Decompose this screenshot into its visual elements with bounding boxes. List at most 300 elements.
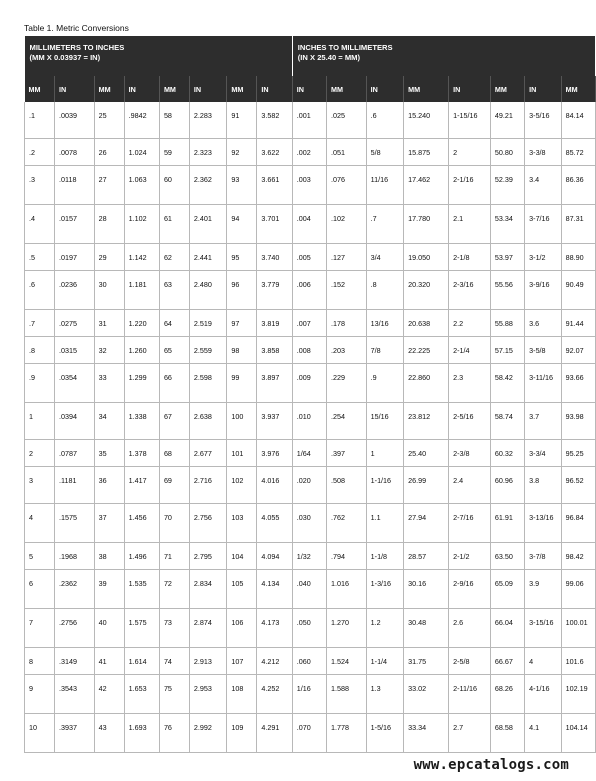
cell-value: 3.858 — [261, 346, 280, 355]
cell-value: 4.094 — [261, 552, 280, 561]
table-cell — [327, 675, 367, 714]
table-cell — [561, 440, 595, 467]
table-cell — [124, 543, 159, 570]
table-cell — [25, 139, 55, 166]
cell-value: 30.48 — [408, 618, 427, 627]
cell-value: 63 — [163, 280, 172, 289]
table-cell — [327, 310, 367, 337]
cell-value: 2.638 — [193, 412, 212, 421]
table-cell — [525, 403, 561, 440]
cell-value: 2-9/16 — [453, 579, 474, 588]
cell-value: 26.99 — [408, 476, 427, 485]
table-cell — [189, 648, 226, 675]
cell-value: 5/8 — [370, 148, 381, 157]
table-row — [25, 440, 596, 467]
cell-value: 2.874 — [193, 618, 212, 627]
cell-value: 100 — [231, 412, 244, 421]
cell-value: 3.819 — [261, 319, 280, 328]
table-row — [25, 570, 596, 609]
table-cell — [54, 440, 94, 467]
table-cell — [227, 440, 257, 467]
cell-value: 17.462 — [408, 175, 431, 184]
cell-value: .9 — [370, 373, 377, 382]
cell-value: 2.2 — [453, 319, 464, 328]
table-cell — [227, 648, 257, 675]
table-row — [25, 714, 596, 753]
cell-value: 102 — [231, 476, 244, 485]
cell-value: 109 — [231, 723, 244, 732]
table-cell — [189, 271, 226, 310]
cell-value: 1.1 — [370, 513, 381, 522]
cell-value: 2.913 — [193, 657, 212, 666]
table-row — [25, 310, 596, 337]
cell-value: 1.338 — [128, 412, 147, 421]
cell-value: 101.6 — [565, 657, 584, 666]
cell-value: .508 — [331, 476, 346, 485]
cell-value: 1.778 — [331, 723, 350, 732]
cell-value: 60 — [163, 175, 172, 184]
cell-value: .3543 — [58, 684, 77, 693]
table-cell — [124, 504, 159, 543]
table-cell — [54, 714, 94, 753]
table-cell — [561, 139, 595, 166]
column-header: IN — [189, 76, 226, 102]
cell-value: .051 — [331, 148, 346, 157]
table-cell — [449, 166, 491, 205]
table-cell — [94, 467, 124, 504]
table-row — [25, 675, 596, 714]
table-cell — [449, 675, 491, 714]
table-cell — [327, 102, 367, 139]
cell-value: 1 — [29, 412, 33, 421]
cell-value: .794 — [331, 552, 346, 561]
cell-value: 100.01 — [565, 618, 588, 627]
table-cell — [124, 675, 159, 714]
cell-value: 1.024 — [128, 148, 147, 157]
cell-value: .006 — [296, 280, 311, 289]
cell-value: 92.07 — [565, 346, 584, 355]
table-cell — [25, 504, 55, 543]
cell-value: 1.181 — [128, 280, 147, 289]
table-cell — [25, 570, 55, 609]
cell-value: 39 — [98, 579, 107, 588]
table-cell — [327, 504, 367, 543]
table-cell — [257, 609, 292, 648]
cell-value: 2.834 — [193, 579, 212, 588]
cell-value: .076 — [331, 175, 346, 184]
table-cell — [227, 609, 257, 648]
table-cell — [124, 205, 159, 244]
table-cell — [404, 102, 449, 139]
table-cell — [561, 205, 595, 244]
cell-value: 10 — [29, 723, 37, 732]
table-cell — [54, 543, 94, 570]
table-cell — [257, 675, 292, 714]
cell-value: 4.252 — [261, 684, 280, 693]
cell-value: 1.496 — [128, 552, 147, 561]
cell-value: 108 — [231, 684, 244, 693]
table-cell — [124, 570, 159, 609]
cell-value: 13/16 — [370, 319, 389, 328]
cell-value: 40 — [98, 618, 107, 627]
table-cell — [257, 244, 292, 271]
cell-value: 3-5/8 — [529, 346, 546, 355]
table-cell — [292, 570, 326, 609]
cell-value: 23.812 — [408, 412, 431, 421]
cell-value: 2-7/16 — [453, 513, 474, 522]
group-header-title: MILLIMETERS TO INCHES — [29, 43, 125, 52]
cell-value: 107 — [231, 657, 244, 666]
cell-value: .4 — [29, 214, 35, 223]
cell-value: 4.016 — [261, 476, 280, 485]
cell-value: 90.49 — [565, 280, 584, 289]
table-cell — [561, 543, 595, 570]
table-cell — [124, 337, 159, 364]
cell-value: .003 — [296, 175, 311, 184]
cell-value: 41 — [98, 657, 107, 666]
cell-value: 60.96 — [494, 476, 513, 485]
cell-value: 96 — [231, 280, 240, 289]
table-cell — [404, 440, 449, 467]
table-cell — [189, 166, 226, 205]
watermark-url: www.epcatalogs.com — [413, 757, 569, 773]
table-row — [25, 271, 596, 310]
table-cell — [54, 504, 94, 543]
table-cell — [404, 714, 449, 753]
cell-value: .0157 — [58, 214, 77, 223]
cell-value: .010 — [296, 412, 311, 421]
table-cell — [404, 403, 449, 440]
table-cell — [124, 403, 159, 440]
table-cell — [257, 648, 292, 675]
table-cell — [227, 467, 257, 504]
table-cell — [490, 337, 524, 364]
table-cell — [159, 102, 189, 139]
table-cell — [490, 403, 524, 440]
table-cell — [292, 504, 326, 543]
table-cell — [257, 570, 292, 609]
table-cell — [525, 467, 561, 504]
table-row — [25, 364, 596, 403]
table-cell — [292, 139, 326, 166]
cell-value: 1.535 — [128, 579, 147, 588]
cell-value: 67 — [163, 412, 172, 421]
group-header-title: INCHES TO MILLIMETERS — [297, 43, 393, 52]
table-cell — [25, 102, 55, 139]
table-cell — [561, 714, 595, 753]
table-cell — [159, 271, 189, 310]
cell-value: 1-3/16 — [370, 579, 392, 588]
table-cell — [94, 244, 124, 271]
cell-value: 1-1/4 — [370, 657, 388, 666]
cell-value: .3937 — [58, 723, 77, 732]
cell-value: 29 — [98, 253, 107, 262]
table-cell — [525, 205, 561, 244]
cell-value: 91 — [231, 111, 240, 120]
table-cell — [227, 205, 257, 244]
table-cell — [366, 504, 403, 543]
table-cell — [257, 504, 292, 543]
cell-value: 6 — [29, 579, 33, 588]
table-cell — [449, 337, 491, 364]
cell-value: 2.4 — [453, 476, 464, 485]
table-cell — [292, 244, 326, 271]
column-header: IN — [54, 76, 94, 102]
cell-value: 33.34 — [408, 723, 427, 732]
cell-value: 2.323 — [193, 148, 212, 157]
cell-value: 1.270 — [331, 618, 350, 627]
cell-value: 2-3/16 — [453, 280, 474, 289]
cell-value: 65 — [163, 346, 172, 355]
cell-value: 3.937 — [261, 412, 280, 421]
table-cell — [404, 337, 449, 364]
table-row — [25, 205, 596, 244]
table-cell — [404, 543, 449, 570]
cell-value: 5 — [29, 552, 33, 561]
table-cell — [227, 570, 257, 609]
cell-value: .7 — [29, 319, 35, 328]
table-cell — [525, 675, 561, 714]
table-cell — [449, 310, 491, 337]
cell-value: .102 — [331, 214, 346, 223]
cell-value: .070 — [296, 723, 311, 732]
cell-value: .009 — [296, 373, 311, 382]
table-cell — [366, 205, 403, 244]
table-cell — [25, 205, 55, 244]
table-cell — [25, 675, 55, 714]
cell-value: .002 — [296, 148, 311, 157]
column-header: IN — [525, 76, 561, 102]
cell-value: 9 — [29, 684, 33, 693]
cell-value: 97 — [231, 319, 240, 328]
cell-value: 32 — [98, 346, 107, 355]
table-cell — [124, 714, 159, 753]
table-cell — [366, 337, 403, 364]
table-cell — [159, 543, 189, 570]
cell-value: 2.7 — [453, 723, 464, 732]
cell-value: 25 — [98, 111, 107, 120]
cell-value: 87.31 — [565, 214, 584, 223]
cell-value: 3-7/8 — [529, 552, 546, 561]
cell-value: 2.716 — [193, 476, 212, 485]
cell-value: 30.16 — [408, 579, 427, 588]
table-row — [25, 166, 596, 205]
table-cell — [490, 609, 524, 648]
cell-value: 7 — [29, 618, 33, 627]
cell-value: 106 — [231, 618, 244, 627]
table-cell — [561, 609, 595, 648]
table-cell — [449, 440, 491, 467]
cell-value: 66.04 — [494, 618, 513, 627]
metric-conversion-table — [24, 36, 596, 753]
table-cell — [189, 310, 226, 337]
cell-value: 4-1/16 — [529, 684, 550, 693]
table-cell — [227, 504, 257, 543]
cell-value: .203 — [331, 346, 346, 355]
table-row — [25, 244, 596, 271]
table-cell — [54, 102, 94, 139]
cell-value: 4.173 — [261, 618, 280, 627]
table-cell — [327, 364, 367, 403]
table-cell — [327, 543, 367, 570]
table-cell — [366, 648, 403, 675]
table-cell — [404, 675, 449, 714]
cell-value: 3.779 — [261, 280, 280, 289]
cell-value: 98.42 — [565, 552, 584, 561]
cell-value: 35 — [98, 449, 107, 458]
cell-value: 84.14 — [565, 111, 584, 120]
cell-value: .6 — [370, 111, 377, 120]
table-cell — [227, 714, 257, 753]
table-cell — [124, 166, 159, 205]
table-cell — [189, 467, 226, 504]
cell-value: 28 — [98, 214, 107, 223]
table-cell — [490, 504, 524, 543]
table-cell — [124, 244, 159, 271]
cell-value: 3-3/8 — [529, 148, 546, 157]
cell-value: 102.19 — [565, 684, 588, 693]
table-cell — [490, 244, 524, 271]
table-cell — [366, 364, 403, 403]
table-cell — [404, 271, 449, 310]
table-cell — [366, 139, 403, 166]
table-cell — [292, 440, 326, 467]
table-cell — [404, 467, 449, 504]
cell-value: 3.8 — [529, 476, 540, 485]
table-cell — [159, 440, 189, 467]
table-cell — [25, 364, 55, 403]
table-cell — [490, 467, 524, 504]
column-header: IN — [366, 76, 403, 102]
table-cell — [404, 205, 449, 244]
table-cell — [490, 570, 524, 609]
table-cell — [327, 570, 367, 609]
cell-value: 33.02 — [408, 684, 427, 693]
table-row — [25, 337, 596, 364]
cell-value: .0787 — [58, 449, 77, 458]
table-cell — [525, 244, 561, 271]
table-row — [25, 403, 596, 440]
table-cell — [525, 440, 561, 467]
table-cell — [327, 271, 367, 310]
table-cell — [227, 310, 257, 337]
table-cell — [292, 271, 326, 310]
cell-value: 62 — [163, 253, 172, 262]
table-cell — [525, 570, 561, 609]
cell-value: 61.91 — [494, 513, 513, 522]
table-cell — [292, 310, 326, 337]
cell-value: 91.44 — [565, 319, 584, 328]
table-cell — [257, 543, 292, 570]
table-cell — [94, 570, 124, 609]
cell-value: 2-1/4 — [453, 346, 470, 355]
cell-value: .1181 — [58, 476, 77, 485]
cell-value: 92 — [231, 148, 240, 157]
cell-value: 2.519 — [193, 319, 212, 328]
table-cell — [94, 609, 124, 648]
cell-value: 1-5/16 — [370, 723, 392, 732]
cell-value: 104 — [231, 552, 244, 561]
cell-value: 22.860 — [408, 373, 431, 382]
table-cell — [189, 440, 226, 467]
cell-value: 94 — [231, 214, 240, 223]
cell-value: .178 — [331, 319, 346, 328]
cell-value: 1.575 — [128, 618, 147, 627]
table-cell — [227, 337, 257, 364]
table-cell — [257, 364, 292, 403]
table-cell — [189, 337, 226, 364]
cell-value: 2.953 — [193, 684, 212, 693]
table-cell — [257, 337, 292, 364]
cell-value: 50.80 — [494, 148, 513, 157]
cell-value: .020 — [296, 476, 311, 485]
cell-value: .0394 — [58, 412, 77, 421]
column-header: MM — [490, 76, 524, 102]
table-cell — [54, 205, 94, 244]
cell-value: 3-3/4 — [529, 449, 546, 458]
table-cell — [227, 271, 257, 310]
table-cell — [189, 364, 226, 403]
cell-value: .0118 — [58, 175, 77, 184]
column-header: IN — [257, 76, 292, 102]
cell-value: .229 — [331, 373, 346, 382]
table-cell — [366, 102, 403, 139]
table-cell — [189, 675, 226, 714]
table-cell — [54, 244, 94, 271]
table-cell — [366, 403, 403, 440]
table-cell — [404, 139, 449, 166]
cell-value: 71 — [163, 552, 172, 561]
cell-value: 17.780 — [408, 214, 431, 223]
table-row — [25, 648, 596, 675]
table-cell — [366, 467, 403, 504]
cell-value: 70 — [163, 513, 172, 522]
table-cell — [124, 271, 159, 310]
table-cell — [159, 244, 189, 271]
cell-value: 1.693 — [128, 723, 147, 732]
cell-value: .004 — [296, 214, 311, 223]
cell-value: 27 — [98, 175, 107, 184]
cell-value: 2 — [453, 148, 458, 157]
table-cell — [25, 166, 55, 205]
cell-value: 103 — [231, 513, 244, 522]
table-cell — [54, 271, 94, 310]
cell-value: 3 — [29, 476, 33, 485]
table-cell — [525, 310, 561, 337]
cell-value: .025 — [331, 111, 346, 120]
table-cell — [25, 440, 55, 467]
table-cell — [327, 648, 367, 675]
cell-value: .060 — [296, 657, 311, 666]
cell-value: 1.653 — [128, 684, 147, 693]
table-cell — [25, 609, 55, 648]
cell-value: 2-1/8 — [453, 253, 470, 262]
table-cell — [490, 271, 524, 310]
table-cell — [449, 648, 491, 675]
table-cell — [366, 440, 403, 467]
table-cell — [124, 440, 159, 467]
cell-value: 76 — [163, 723, 172, 732]
table-cell — [366, 543, 403, 570]
table-cell — [94, 648, 124, 675]
table-cell — [159, 648, 189, 675]
table-cell — [525, 648, 561, 675]
cell-value: 96.52 — [565, 476, 584, 485]
table-cell — [124, 648, 159, 675]
cell-value: 33 — [98, 373, 107, 382]
cell-value: 55.56 — [494, 280, 513, 289]
cell-value: .0354 — [58, 373, 77, 382]
